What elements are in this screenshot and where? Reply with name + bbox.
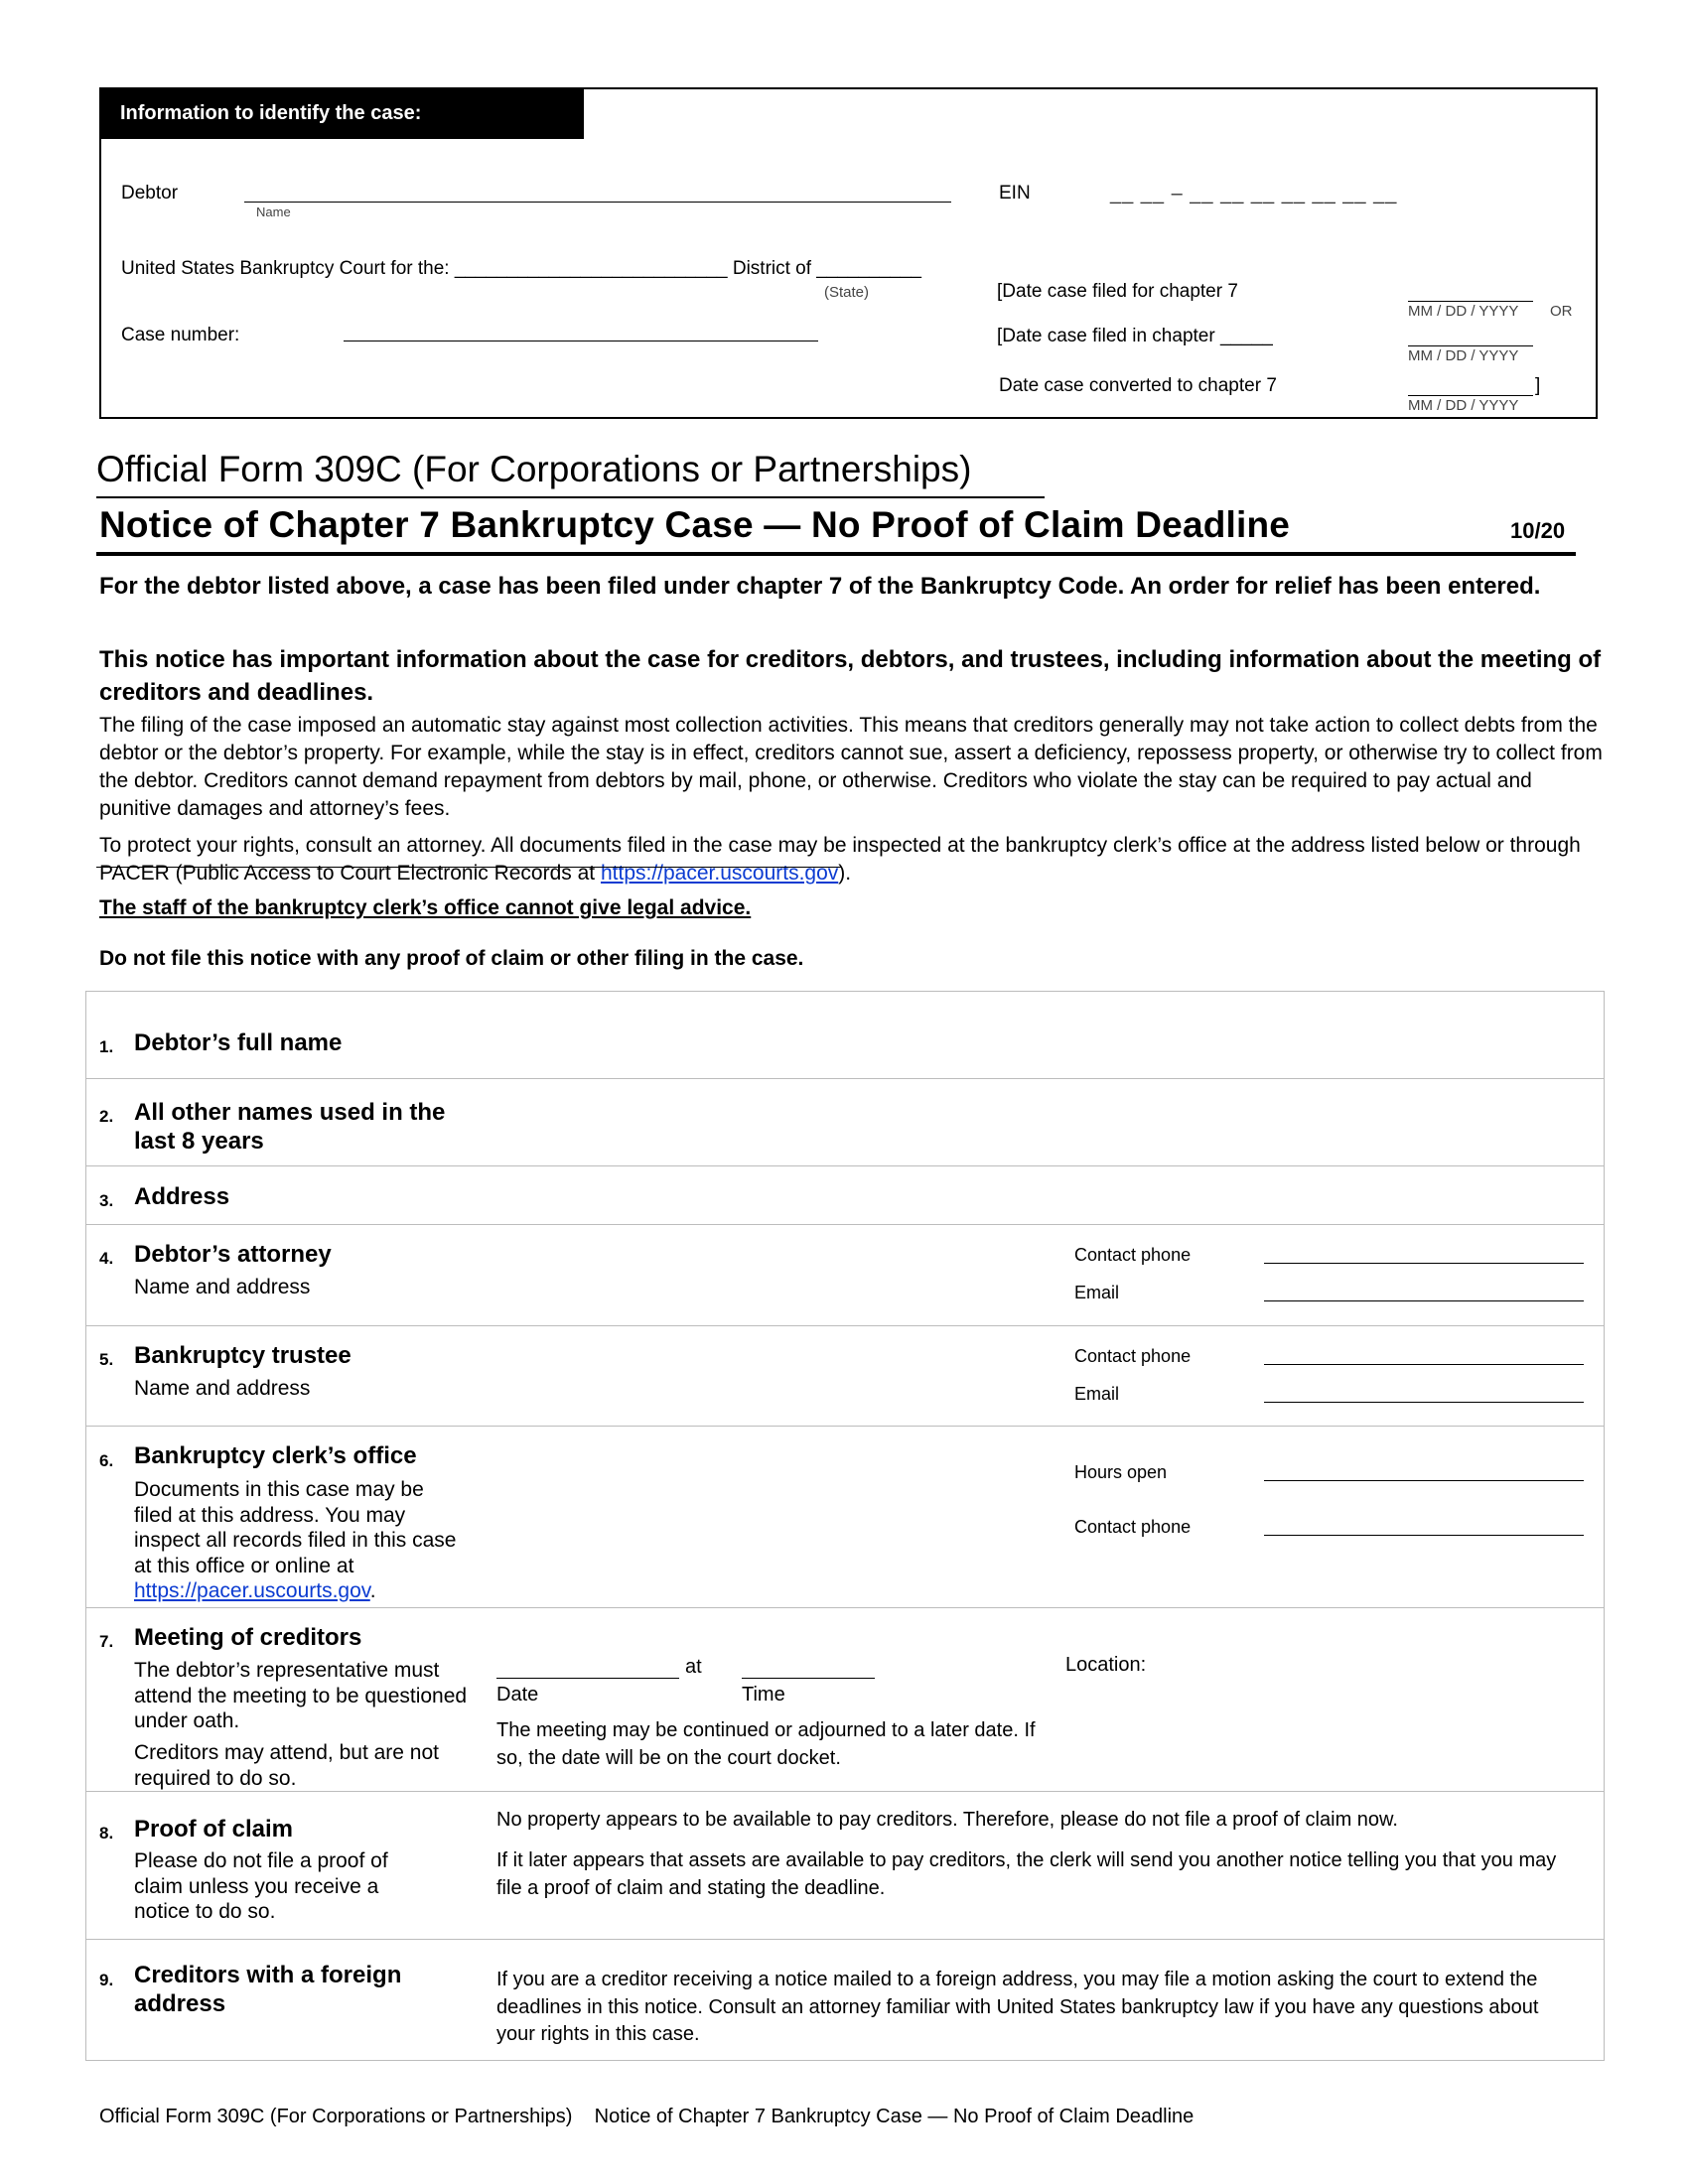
row-subtitle: Name and address xyxy=(134,1276,311,1298)
row-subtitle: Please do not file a proof of claim unless you receive a notice to do so. xyxy=(134,1849,388,1923)
time-caption: Time xyxy=(742,1684,785,1706)
proof-of-claim-text: No property appears to be available to pay creditors. Therefore, please do not file a proof of claim now. xyxy=(496,1809,1398,1831)
row-number: 8. xyxy=(99,1824,114,1843)
or-text: OR xyxy=(1550,303,1573,320)
location-label: Location: xyxy=(1065,1654,1147,1676)
row-number: 1. xyxy=(99,1037,114,1056)
debtor-name-field[interactable] xyxy=(244,202,951,203)
proof-of-claim-text-2: If it later appears that assets are available to pay creditors, the clerk will send you another notice telling you that you may file a proof of claim and stating the deadline. xyxy=(496,1849,1557,1899)
date-filed-chapter-label: [Date case filed in chapter _____ xyxy=(997,326,1273,346)
row-divider xyxy=(85,1078,1605,1079)
ein-label: EIN xyxy=(999,183,1031,204)
intro-paragraph-1: For the debtor listed above, a case has been filed under chapter 7 of the Bankruptcy Code. An order for relief has been entered. xyxy=(99,573,1541,600)
form-title: Official Form 309C (For Corporations or Partnerships) xyxy=(96,449,972,489)
row-number: 5. xyxy=(99,1350,114,1369)
date-converted-field[interactable] xyxy=(1408,395,1533,396)
row-title: Creditors with a foreign address xyxy=(134,1962,402,2017)
row-title: Debtor’s attorney xyxy=(134,1241,332,1268)
row-number: 4. xyxy=(99,1249,114,1268)
divider xyxy=(96,867,842,868)
state-caption: (State) xyxy=(824,284,870,301)
trustee-phone-field[interactable] xyxy=(1264,1364,1584,1365)
row-number: 7. xyxy=(99,1632,114,1651)
row-number: 9. xyxy=(99,1971,114,1989)
email-label: Email xyxy=(1074,1283,1120,1302)
case-info-header: Information to identify the case: xyxy=(99,87,584,139)
row-number: 3. xyxy=(99,1191,114,1210)
meeting-note: The meeting may be continued or adjourned to a later date. If so, the date will be on the court docket. xyxy=(496,1719,1036,1769)
title-rule xyxy=(96,552,1576,556)
case-number-label: Case number: xyxy=(121,325,240,345)
row-title: Address xyxy=(134,1183,230,1210)
bracket-close: ] xyxy=(1535,375,1541,396)
row-title: Bankruptcy trustee xyxy=(134,1342,352,1369)
date-filed-ch7-label: [Date case filed for chapter 7 xyxy=(997,281,1238,302)
row-title: Proof of claim xyxy=(134,1816,294,1843)
clerk-office-text-end: . xyxy=(369,1579,376,1602)
hours-open-label: Hours open xyxy=(1074,1462,1168,1482)
row-number: 6. xyxy=(99,1451,114,1470)
email-label: Email xyxy=(1074,1384,1120,1404)
row-subtitle-2: Creditors may attend, but are not required to do so. xyxy=(134,1741,439,1790)
attorney-email-field[interactable] xyxy=(1264,1300,1584,1301)
date-format-caption: MM / DD / YYYY xyxy=(1408,303,1519,320)
date-format-caption: MM / DD / YYYY xyxy=(1408,347,1519,364)
hours-open-field[interactable] xyxy=(1264,1480,1584,1481)
form-version: 10/20 xyxy=(1510,518,1566,543)
meeting-time-field[interactable] xyxy=(742,1678,875,1679)
date-caption: Date xyxy=(496,1684,539,1706)
row-divider xyxy=(85,1426,1605,1427)
ein-field[interactable]: __ __ – __ __ __ __ __ __ __ xyxy=(1110,183,1398,205)
pacer-link[interactable]: https://pacer.uscourts.gov xyxy=(134,1579,370,1602)
page-footer: Official Form 309C (For Corporations or Partnerships) Notice of Chapter 7 Bankruptcy Case — No Proof of Claim Deadline xyxy=(99,2106,1195,2127)
contact-phone-label: Contact phone xyxy=(1074,1517,1192,1537)
row-divider xyxy=(85,1325,1605,1326)
row-title: All other names used in the last 8 years xyxy=(134,1099,446,1155)
clerk-phone-field[interactable] xyxy=(1264,1535,1584,1536)
automatic-stay-paragraph: The filing of the case imposed an automatic stay against most collection activities. This means that creditors generally may not take action to collect debts from the debtor or the debtor’s property. For example, while the stay is in effect, creditors cannot sue, assert a deficiency, repossess property, or otherwise try to collect from the debtor. Creditors cannot demand repayment from debtors by mail, phone, or otherwise. Creditors who violate the stay can be required to pay actual and punitive damages and attorney’s fees. xyxy=(99,714,1603,820)
notice-title: Notice of Chapter 7 Bankruptcy Case — No Proof of Claim Deadline xyxy=(99,504,1291,545)
title-rule xyxy=(96,496,1045,498)
legal-advice-notice: The staff of the bankruptcy clerk’s office cannot give legal advice. xyxy=(99,896,752,919)
attorney-phone-field[interactable] xyxy=(1264,1263,1584,1264)
date-converted-label: Date case converted to chapter 7 xyxy=(999,375,1277,396)
row-title: Bankruptcy clerk’s office xyxy=(134,1442,417,1469)
contact-phone-label: Contact phone xyxy=(1074,1245,1192,1265)
row-divider xyxy=(85,1791,1605,1792)
date-filed-chapter-field[interactable] xyxy=(1408,345,1533,346)
clerk-office-text: Documents in this case may be filed at this address. You may inspect all records filed in this case at this office or online at xyxy=(134,1478,457,1577)
trustee-email-field[interactable] xyxy=(1264,1402,1584,1403)
row-divider xyxy=(85,1224,1605,1225)
row-divider xyxy=(85,1607,1605,1608)
intro-paragraph-2: This notice has important information about the case for creditors, debtors, and trustees, including information about the meeting of creditors and deadlines. xyxy=(99,646,1602,706)
row-title: Debtor’s full name xyxy=(134,1029,343,1056)
meeting-date-field[interactable] xyxy=(496,1678,679,1679)
contact-phone-label: Contact phone xyxy=(1074,1346,1192,1366)
protect-rights-paragraph xyxy=(99,832,1609,887)
at-text: at xyxy=(685,1656,702,1678)
row-subtitle: The debtor’s representative must attend the meeting to be questioned under oath. xyxy=(134,1659,468,1732)
protect-rights-text: To protect your rights, consult an attorney. All documents filed in the case may be inspected at the bankruptcy clerk’s office at the address listed below or through PACER (Public Access to Court Electronic Records at xyxy=(99,834,1581,885)
row-divider xyxy=(85,1165,1605,1166)
date-format-caption: MM / DD / YYYY xyxy=(1408,397,1519,411)
row-subtitle xyxy=(134,1477,462,1604)
protect-rights-text-end: ). xyxy=(838,862,852,885)
date-filed-ch7-field[interactable] xyxy=(1408,301,1533,302)
row-divider xyxy=(85,1939,1605,1940)
name-caption: Name xyxy=(256,205,291,219)
pacer-link[interactable]: https://pacer.uscourts.gov xyxy=(600,862,839,885)
debtor-label: Debtor xyxy=(121,183,179,204)
foreign-address-text: If you are a creditor receiving a notice mailed to a foreign address, you may file a motion asking the court to extend the deadlines in this notice. Consult an attorney familiar with United States bankruptcy law if you have any questions about your rights in this case. xyxy=(496,1969,1539,2045)
do-not-file-notice: Do not file this notice with any proof of claim or other filing in the case. xyxy=(99,947,804,970)
court-district-label: United States Bankruptcy Court for the: __________________________ District of __________ xyxy=(121,258,921,279)
row-title: Meeting of creditors xyxy=(134,1624,362,1651)
row-number: 2. xyxy=(99,1107,114,1126)
row-subtitle: Name and address xyxy=(134,1377,311,1400)
